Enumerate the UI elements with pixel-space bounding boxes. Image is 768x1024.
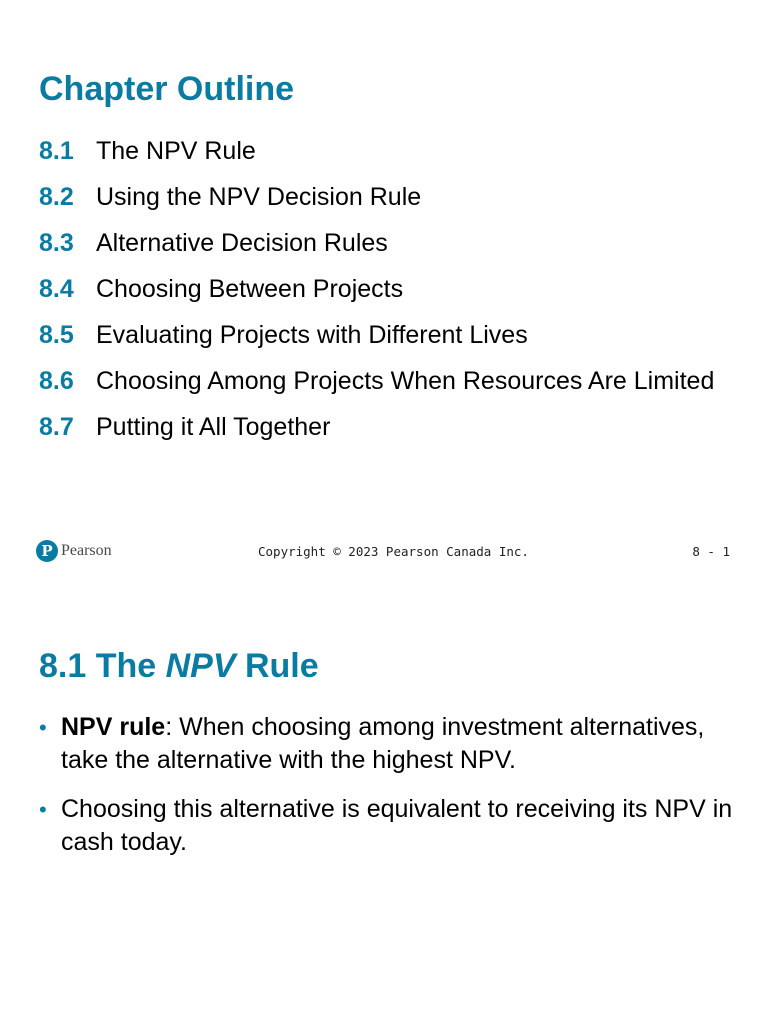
outline-item-number: 8.2 — [39, 183, 74, 211]
outline-item — [39, 319, 739, 352]
outline-item — [39, 365, 739, 398]
bullet-item — [39, 711, 739, 777]
bullet-icon: • — [39, 797, 47, 822]
outline-item — [39, 411, 739, 444]
outline-item-text: The NPV Rule — [96, 137, 256, 165]
bullet-item — [39, 793, 739, 859]
chapter-outline-list — [39, 135, 739, 457]
slide-title — [39, 648, 319, 685]
outline-item-number: 8.1 — [39, 137, 74, 165]
page-number: 8 - 1 — [692, 544, 730, 559]
outline-item-text: Choosing Among Projects When Resources Are Limited — [96, 367, 715, 395]
outline-item — [39, 181, 739, 214]
outline-item-text: Putting it All Together — [96, 413, 331, 441]
pearson-logo-text: Pearson — [61, 542, 112, 559]
slide-footer — [0, 536, 768, 568]
outline-item-text: Using the NPV Decision Rule — [96, 183, 422, 211]
bullet-icon: • — [39, 715, 47, 740]
outline-item-number: 8.7 — [39, 413, 74, 441]
outline-item-text: Alternative Decision Rules — [96, 229, 388, 257]
outline-item-text: Choosing Between Projects — [96, 275, 404, 303]
title-prefix: 8.1 The — [39, 647, 166, 685]
outline-item-text: Evaluating Projects with Different Lives — [96, 321, 528, 349]
bullet-list — [39, 711, 739, 875]
outline-item-number: 8.4 — [39, 275, 74, 303]
title-suffix: Rule — [235, 647, 319, 685]
outline-item — [39, 135, 739, 168]
copyright-notice: Copyright © 2023 Pearson Canada Inc. — [258, 544, 529, 559]
outline-item — [39, 227, 739, 260]
bullet-text: : When choosing among investment alternatives, take the alternative with the highest NPV. — [61, 713, 705, 774]
pearson-logo-icon: P — [36, 540, 58, 562]
outline-item — [39, 273, 739, 306]
bullet-text: Choosing this alternative is equivalent to receiving its NPV in cash today. — [61, 795, 733, 856]
slide-title: Chapter Outline — [39, 70, 295, 108]
title-italic: NPV — [165, 647, 236, 685]
outline-item-number: 8.5 — [39, 321, 74, 349]
slide-npv-rule — [0, 580, 768, 1024]
outline-item-number: 8.6 — [39, 367, 74, 395]
bullet-term: NPV rule — [61, 713, 166, 741]
outline-item-number: 8.3 — [39, 229, 74, 257]
pearson-logo — [36, 540, 112, 562]
